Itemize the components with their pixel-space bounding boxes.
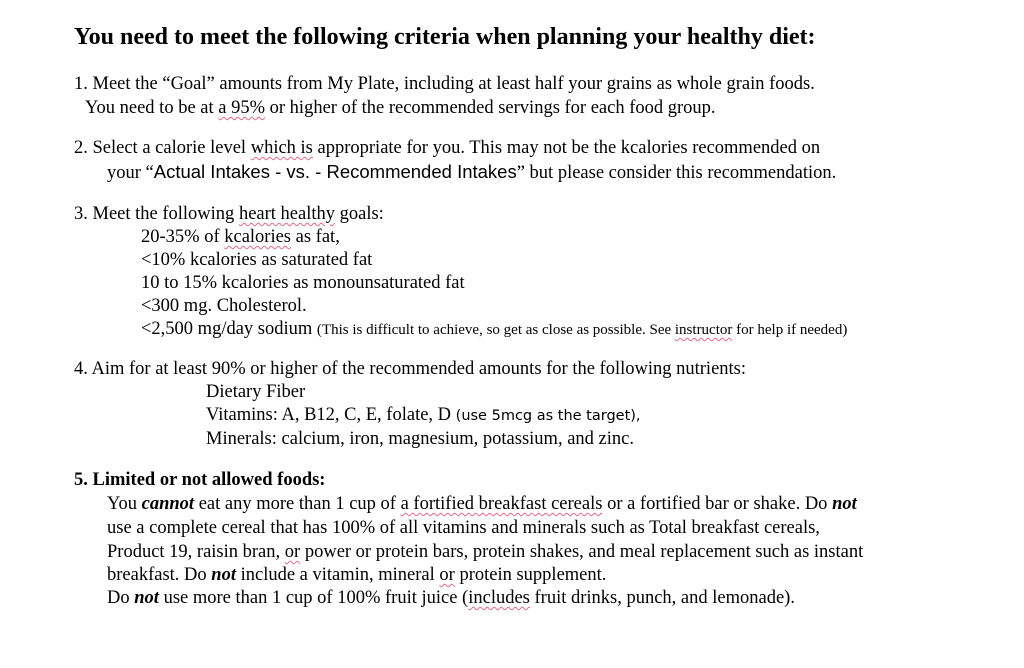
emphasis: cannot [141, 494, 195, 514]
text-run: 20-35% of [141, 227, 225, 247]
criterion-5-heading: 5. Limited or not allowed foods: [74, 470, 326, 490]
goal-monounsaturated-fat: 10 to 15% kcalories as monounsaturated fat [141, 273, 465, 293]
text-run: goals: [335, 204, 384, 224]
goal-fat [141, 225, 340, 249]
text-run: You [107, 494, 142, 514]
text-run: fruit drinks, punch, and lemonade). [529, 588, 795, 608]
text-run: power or protein bars, protein shakes, and meal replacement such as instant [300, 542, 864, 562]
emphasis: not [211, 565, 236, 585]
goal-sodium [141, 317, 847, 342]
criterion-1-line-1: 1. Meet the “Goal” amounts from My Plate, including at least half your grains as whole grain foods. [74, 74, 815, 94]
vitamin-d-note: (use 5mcg as the target), [455, 408, 641, 424]
spellcheck-flag: kcalories [224, 227, 292, 247]
text-run: eat any more than 1 cup of [194, 494, 401, 514]
text-run: use more than 1 cup of 100% fruit juice ( [158, 588, 469, 608]
criterion-3-line-1 [74, 202, 384, 226]
text-run: or higher of the recommended servings for each food group. [265, 98, 716, 118]
text-run: You need to be at [85, 98, 219, 118]
text-run: ” but please consider this recommendation. [516, 163, 837, 183]
nutrient-vitamins [206, 403, 641, 428]
spellcheck-flag: a fortified breakfast cereals [400, 494, 603, 514]
text-run: as fat, [291, 227, 340, 247]
text-run: protein supplement. [454, 565, 607, 585]
text-run: Vitamins: A, B12, C, E, folate, D [206, 405, 456, 425]
criterion-5-line-4 [107, 563, 606, 587]
spellcheck-flag: or [284, 542, 301, 562]
goal-saturated-fat: <10% kcalories as saturated fat [141, 250, 373, 270]
criterion-2-line-1 [74, 136, 820, 160]
text-run: Do [107, 588, 135, 608]
text-run: 2. Select a calorie level [74, 138, 251, 158]
spellcheck-flag: instructor [674, 322, 733, 338]
nutrient-minerals: Minerals: calcium, iron, magnesium, potassium, and zinc. [206, 429, 634, 449]
spellcheck-flag: heart healthy [238, 204, 335, 224]
spellcheck-flag: a 95% [218, 98, 266, 118]
criterion-2-line-2 [107, 160, 836, 185]
text-run: or a fortified bar or shake. Do [602, 494, 833, 514]
criterion-5-line-5 [107, 586, 795, 610]
nutrient-fiber: Dietary Fiber [206, 382, 306, 402]
text-run: appropriate for you. This may not be the kcalories recommended on [312, 138, 821, 158]
sodium-note [317, 322, 847, 338]
criterion-1-line-2 [85, 96, 716, 120]
text-run: your “ [107, 163, 154, 183]
page-title: You need to meet the following criteria when planning your healthy diet: [74, 24, 816, 50]
criterion-5-line-1 [107, 492, 857, 516]
text-run: <2,500 mg/day sodium [141, 319, 317, 339]
emphasis: not [832, 494, 857, 514]
spellcheck-flag: or [439, 565, 455, 585]
spellcheck-flag: includes [468, 588, 530, 608]
text-run: Product 19, raisin bran, [107, 542, 285, 562]
goal-cholesterol: <300 mg. Cholesterol. [141, 296, 307, 316]
emphasis: not [134, 588, 159, 608]
text-run: (This is difficult to achieve, so get as close as possible. See [316, 322, 675, 338]
text-run: include a vitamin, mineral [235, 565, 440, 585]
criterion-5-line-2: use a complete cereal that has 100% of all vitamins and minerals such as Total breakfast cereals, [107, 518, 820, 538]
text-run: breakfast. Do [107, 565, 212, 585]
criterion-4-line-1: 4. Aim for at least 90% or higher of the recommended amounts for the following nutrients: [74, 359, 747, 379]
criterion-5-line-3 [107, 540, 863, 564]
text-run: 3. Meet the following [74, 204, 239, 224]
spellcheck-flag: which is [250, 138, 313, 158]
text-run: Actual Intakes - vs. - Recommended Intakes [153, 161, 517, 182]
text-run: for help if needed) [732, 322, 848, 338]
